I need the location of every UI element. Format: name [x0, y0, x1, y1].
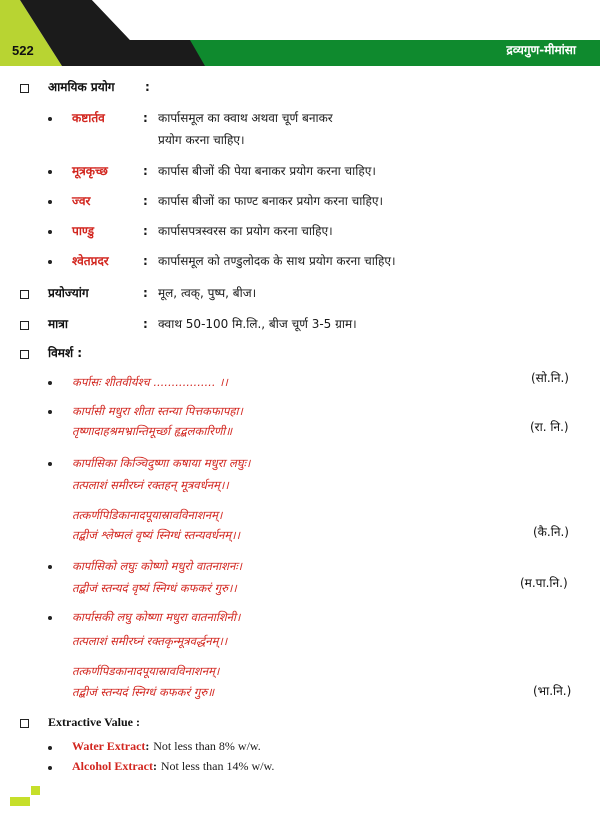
verse-line: तत्पलाशं समीरघ्नं रक्तहन् मूत्रवर्धनम्।। — [72, 478, 229, 492]
extract-label: Water Extract — [72, 739, 146, 753]
bullet-dot-icon — [48, 766, 52, 770]
verse-line: कार्पासकी लघु कोष्णा मधुरा वातनाशिनी। — [72, 610, 241, 624]
disease-name: मूत्रकृच्छ — [72, 164, 108, 178]
verse-line: कर्पासः शीतवीर्यश्च ................. ।। — [72, 375, 228, 389]
verse-line: तृष्णादाहश्रमभ्रान्तिमूर्च्छा हृद्बलकारिणी॥ — [72, 424, 233, 438]
item-colon: : — [143, 111, 148, 125]
disease-name: श्वेतप्रदर — [72, 254, 109, 268]
bullet-dot-icon — [48, 170, 52, 174]
verse-source: (कै.नि.) — [533, 525, 569, 539]
verse-line: तद्बीजं श्लेष्मलं वृष्यं स्निग्धं स्तन्यवर्धनम्।। — [72, 528, 240, 542]
extract-value: Not less than 8% w/w. — [153, 739, 261, 753]
page-header — [0, 0, 600, 66]
bullet-dot-icon — [48, 260, 52, 264]
matra-text: क्वाथ 50-100 मि.लि., बीज चूर्ण 3-5 ग्राम। — [158, 317, 357, 331]
heading-colon: : — [143, 286, 148, 300]
item-text: कार्पासमूल को तण्डुलोदक के साथ प्रयोग करना चाहिए। — [158, 254, 396, 268]
verse-source: (सो.नि.) — [531, 371, 569, 385]
section-heading-prayojyanga: प्रयोज्यांग — [48, 286, 89, 300]
checkbox-bullet-icon — [20, 84, 29, 93]
item-text: कार्पासपत्रस्वरस का प्रयोग करना चाहिए। — [158, 224, 333, 238]
bullet-dot-icon — [48, 746, 52, 750]
prayojyanga-text: मूल, त्वक्, पुष्प, बीज। — [158, 286, 257, 300]
corner-decoration — [10, 797, 30, 806]
item-colon: : — [143, 164, 148, 178]
extract-colon: : — [152, 759, 157, 773]
verse-line: कार्पासी मधुरा शीता स्तन्या पित्तकफापहा। — [72, 404, 243, 418]
item-text: कार्पास बीजों का फाण्ट बनाकर प्रयोग करना चाहिए। — [158, 194, 384, 208]
section-heading-vimarsha: विमर्श : — [48, 346, 83, 360]
verse-line: तत्पलाशं समीरघ्नं रक्तकृन्मूत्रवर्द्धनम्।। — [72, 634, 228, 648]
verse-line: तद्बीजं स्तन्यदं स्निग्धं कफकरं गुरु॥ — [72, 685, 215, 699]
checkbox-bullet-icon — [20, 350, 29, 359]
bullet-dot-icon — [48, 410, 52, 414]
item-text-continued: प्रयोग करना चाहिए। — [158, 133, 245, 147]
bullet-dot-icon — [48, 565, 52, 569]
item-colon: : — [143, 194, 148, 208]
verse-line: तद्बीजं स्तन्यदं वृष्यं स्निग्धं कफकरं गुरु।। — [72, 581, 237, 595]
item-text: कार्पास बीजों की पेया बनाकर प्रयोग करना चाहिए। — [158, 164, 376, 178]
item-colon: : — [143, 224, 148, 238]
verse-line: तत्कर्णपिडिकानादपूयास्रावविनाशनम्। — [72, 508, 223, 522]
page-number: 522 — [12, 43, 34, 58]
checkbox-bullet-icon — [20, 719, 29, 728]
heading-colon: : — [143, 317, 148, 331]
bullet-dot-icon — [48, 462, 52, 466]
extract-row — [72, 738, 261, 754]
heading-colon: : — [145, 80, 150, 94]
bullet-dot-icon — [48, 230, 52, 234]
verse-source: (भा.नि.) — [533, 684, 572, 698]
verse-line: कार्पासिका किञ्चिदुष्णा कषाया मधुरा लघुः। — [72, 456, 251, 470]
checkbox-bullet-icon — [20, 321, 29, 330]
section-heading-matra: मात्रा — [48, 317, 69, 331]
extract-row — [72, 758, 274, 774]
verse-source: (रा. नि.) — [530, 420, 569, 434]
extract-value: Not less than 14% w/w. — [160, 759, 275, 773]
extract-colon: : — [145, 739, 150, 753]
bullet-dot-icon — [48, 616, 52, 620]
disease-name: ज्वर — [72, 194, 91, 208]
section-heading-extractive: Extractive Value : — [48, 715, 140, 729]
section-heading-amayika: आमयिक प्रयोग — [48, 80, 115, 94]
item-text: कार्पासमूल का क्वाथ अथवा चूर्ण बनाकर — [158, 111, 333, 125]
checkbox-bullet-icon — [20, 290, 29, 299]
disease-name: पाण्डु — [72, 224, 95, 238]
verse-line: तत्कर्णपिडकानादपूयास्रावविनाशनम्। — [72, 664, 220, 678]
corner-decoration — [31, 786, 40, 795]
item-colon: : — [143, 254, 148, 268]
verse-source: (म.पा.नि.) — [520, 576, 568, 590]
disease-name: कष्टार्तव — [72, 111, 105, 125]
bullet-dot-icon — [48, 200, 52, 204]
extract-label: Alcohol Extract — [72, 759, 153, 773]
bullet-dot-icon — [48, 381, 52, 385]
running-title: द्रव्यगुण-मीमांसा — [506, 43, 576, 57]
verse-line: कार्पासिको लघुः कोष्णो मधुरो वातनाशनः। — [72, 559, 243, 573]
bullet-dot-icon — [48, 117, 52, 121]
